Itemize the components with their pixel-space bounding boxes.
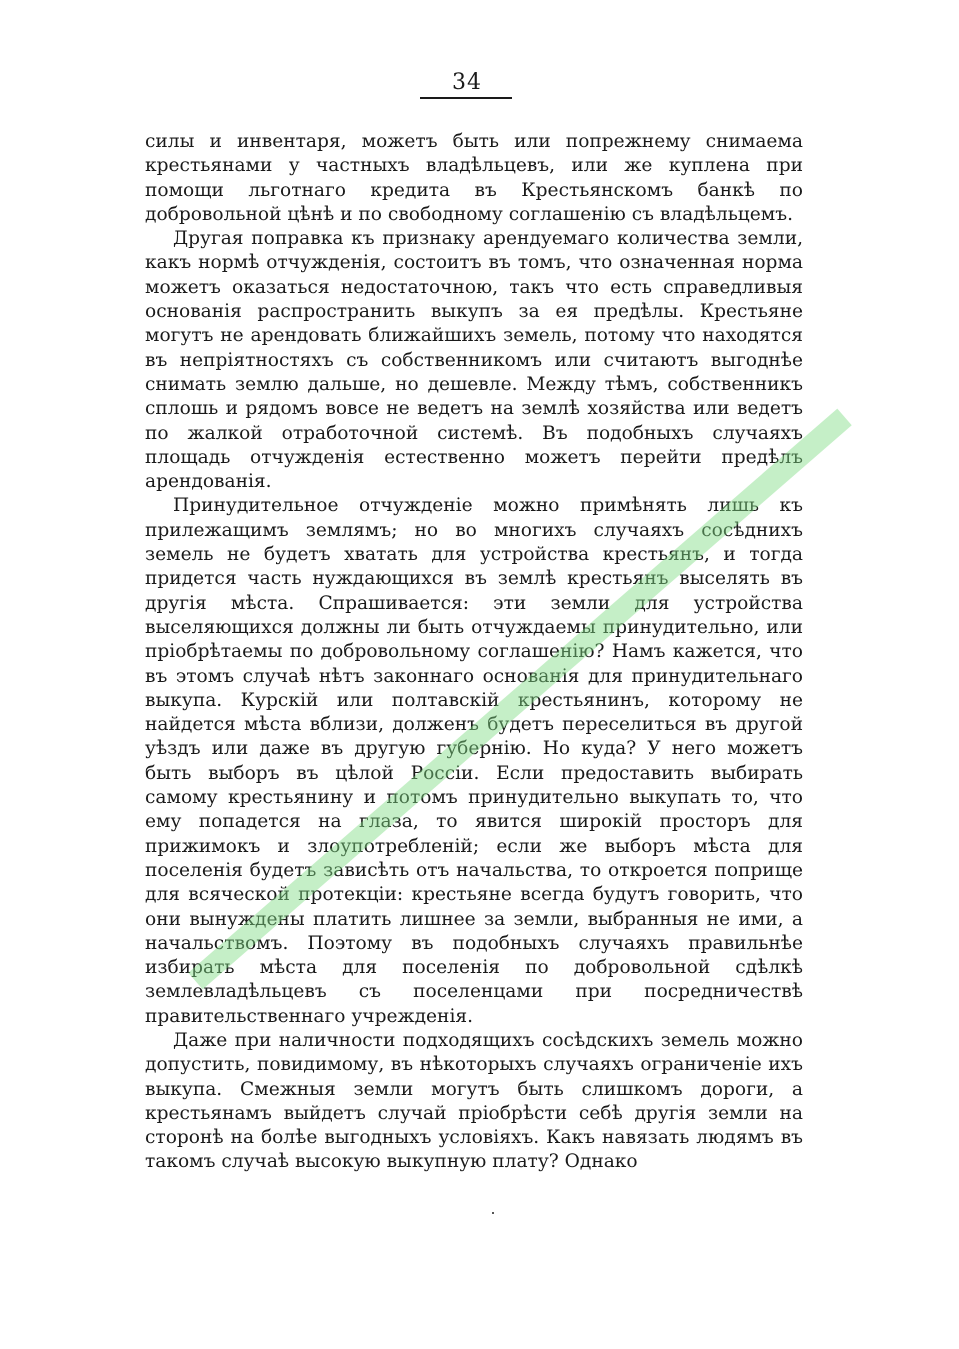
print-speck xyxy=(492,1212,494,1214)
paragraph-2: Другая поправка къ признаку арендуемаго количества земли, какъ нормѣ отчужденія, состоитъ въ томъ, что означенная норма можетъ оказаться недостаточною, такъ что есть справедливыя основанія распространить выкупъ за ея предѣлы. Крестьяне могутъ не арендовать ближайшихъ земель, потому что находятся въ непріятностяхъ съ собственникомъ или считаютъ выгоднѣе снимать землю дальше, но дешевле. Между тѣмъ, собственникъ сплошь и рядомъ вовсе не ведетъ на землѣ хозяйства или ведетъ по жалкой отработочной системѣ. Въ подобныхъ случаяхъ площадь отчужденія естественно можетъ перейти предѣлъ арендованія. xyxy=(145,228,803,493)
paragraph-4: Даже при наличности подходящихъ сосѣдскихъ земель можно допустить, повидимому, въ нѣкоторыхъ случаяхъ ограниченіе ихъ выкупа. Смежныя земли могутъ быть слишкомъ дороги, а крестьянамъ выйдетъ случай пріобрѣсти себѣ другія земли на сторонѣ на болѣе выгодныхъ условіяхъ. Какъ навязать людямъ въ такомъ случаѣ высокую выкупную плату? Однако xyxy=(145,1029,803,1173)
page-number: 34 xyxy=(452,70,482,95)
body-text xyxy=(145,130,803,1175)
page-number-rule xyxy=(420,97,512,99)
paragraph-3: Принудительное отчужденіе можно примѣнять лишь къ прилежащимъ землямъ; но во многихъ случаяхъ сосѣднихъ земель не будетъ хватать для устройства крестьянъ, и тогда придется часть нуждающихся въ землѣ крестьянъ выселять въ другія мѣста. Спрашивается: эти земли для устройства выселяющихся должны ли быть отчуждаемы принудительно, или пріобрѣтаемы по добровольному соглашенію? Намъ кажется, что въ этомъ случаѣ нѣтъ законнаго основанія для принудительнаго выкупа. Курскій или полтавскій крестьянинъ, которому не найдется мѣста вблизи, долженъ будетъ переселиться въ другой уѣздъ или даже въ другую губернію. Но куда? У него можетъ быть выборъ въ цѣлой Россіи. Если предоставить выбирать самому крестьянину и потомъ принудительно выкупать то, что ему попадется на глаза, то явится широкій просторъ для прижимокъ и злоупотребленій; если же выборъ мѣста для поселенія будетъ зависѣть отъ начальства, то откроется поприще для всяческой протекціи: крестьяне всегда будутъ говорить, что они вынуждены платить лишнее за земли, выбранныя не ими, а начальствомъ. Поэтому въ подобныхъ случаяхъ правильнѣе избирать мѣста для поселенія по добровольной сдѣлкѣ землевладѣльцевъ съ поселенцами при посредничествѣ правительственнаго учрежденія. xyxy=(145,495,803,1027)
paragraph-1: силы и инвентаря, можетъ быть или попрежнему снимаема крестьянами у частныхъ владѣльцевъ, или же куплена при помощи льготнаго кредита въ Крестьянскомъ банкѣ по добровольной цѣнѣ и по свободному соглашенію съ владѣльцемъ. xyxy=(145,131,803,225)
